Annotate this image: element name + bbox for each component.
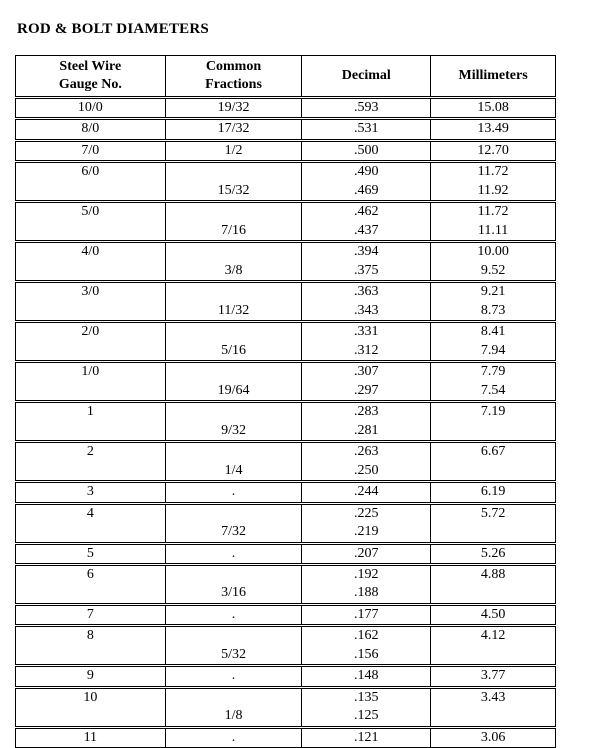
cell-millimeters-line: 9.21 xyxy=(480,284,506,300)
cell-millimeters-line xyxy=(431,584,555,602)
cell-fraction-line xyxy=(166,443,302,461)
cell-decimal-line: .263 xyxy=(354,444,379,460)
cell-decimal xyxy=(302,605,431,626)
table-row xyxy=(16,605,556,626)
table-row xyxy=(16,362,556,402)
cell-fraction xyxy=(165,162,302,202)
cell-gauge: 5/0 xyxy=(16,202,166,242)
cell-fraction-line: 5/32 xyxy=(221,646,246,662)
cell-millimeters-line: 8.73 xyxy=(480,302,506,318)
cell-decimal-line: .343 xyxy=(354,302,379,318)
cell-fraction xyxy=(165,98,302,119)
cell-decimal-line: .283 xyxy=(354,404,379,420)
cell-fraction-line: 19/32 xyxy=(217,100,250,115)
cell-millimeters-line: 8.41 xyxy=(480,324,506,340)
cell-millimeters-line: 15.08 xyxy=(477,100,509,115)
cell-fraction xyxy=(165,543,302,564)
cell-fraction xyxy=(165,242,302,282)
cell-millimeters-line: 9.52 xyxy=(480,262,506,278)
cell-millimeters-line xyxy=(431,523,555,541)
cell-gauge: 4/0 xyxy=(16,242,166,282)
cell-millimeters xyxy=(431,282,556,322)
cell-fraction-line: 17/32 xyxy=(217,121,250,137)
cell-millimeters-line: 11.72 xyxy=(477,204,509,220)
cell-gauge: 2/0 xyxy=(16,322,166,362)
cell-decimal xyxy=(302,727,431,747)
cell-decimal xyxy=(302,402,431,442)
cell-fraction-line: . xyxy=(231,545,236,561)
column-header-millimeters xyxy=(431,56,556,98)
cell-decimal-line: .207 xyxy=(354,545,379,561)
cell-decimal xyxy=(302,140,431,161)
cell-decimal-line: .148 xyxy=(354,668,379,684)
diameter-table xyxy=(15,55,556,748)
cell-decimal xyxy=(302,626,431,666)
cell-millimeters-line: 6.19 xyxy=(480,484,506,500)
cell-gauge: 3/0 xyxy=(16,282,166,322)
cell-millimeters-line: 11.11 xyxy=(477,222,509,238)
cell-gauge: 6/0 xyxy=(16,162,166,202)
header-line: Common xyxy=(205,58,262,74)
cell-fraction xyxy=(165,119,302,140)
table-row xyxy=(16,482,556,503)
header-line: Fractions xyxy=(205,77,262,92)
table-row xyxy=(16,503,556,543)
table-body xyxy=(16,98,556,748)
cell-decimal xyxy=(302,202,431,242)
cell-millimeters xyxy=(431,402,556,442)
cell-millimeters-line: 3.77 xyxy=(480,668,506,684)
cell-gauge: 1/0 xyxy=(16,362,166,402)
cell-millimeters-line: 7.54 xyxy=(480,382,506,398)
cell-decimal-line: .331 xyxy=(354,324,379,340)
cell-fraction-line: 19/64 xyxy=(217,382,250,398)
table-row xyxy=(16,565,556,605)
table-row xyxy=(16,543,556,564)
cell-millimeters xyxy=(431,666,556,687)
cell-fraction-line: 7/32 xyxy=(221,524,246,540)
table-row xyxy=(16,727,556,747)
cell-fraction-line xyxy=(166,163,302,181)
cell-millimeters-line: 11.92 xyxy=(477,182,509,198)
cell-fraction-line xyxy=(166,689,302,707)
table-row xyxy=(16,442,556,482)
cell-decimal xyxy=(302,543,431,564)
cell-fraction xyxy=(165,565,302,605)
cell-decimal-line: .219 xyxy=(354,524,379,540)
cell-decimal-line: .363 xyxy=(354,284,379,300)
cell-decimal-line: .192 xyxy=(354,567,379,583)
header-line: Steel Wire xyxy=(59,58,122,74)
column-header-gauge xyxy=(16,56,166,98)
cell-decimal-line: .244 xyxy=(354,484,379,500)
cell-fraction-line: 7/16 xyxy=(221,222,246,238)
cell-fraction-line xyxy=(166,403,302,421)
cell-fraction-line xyxy=(166,566,302,584)
cell-millimeters xyxy=(431,322,556,362)
cell-decimal-line: .125 xyxy=(354,708,379,724)
cell-fraction xyxy=(165,442,302,482)
cell-fraction-line: 3/16 xyxy=(221,585,246,601)
cell-gauge: 3 xyxy=(16,482,166,503)
cell-gauge: 7/0 xyxy=(16,140,166,161)
cell-millimeters xyxy=(431,119,556,140)
cell-fraction-line: . xyxy=(231,607,236,623)
cell-fraction xyxy=(165,140,302,161)
cell-millimeters xyxy=(431,242,556,282)
cell-millimeters xyxy=(431,140,556,161)
cell-decimal-line: .297 xyxy=(354,382,379,398)
cell-millimeters-line xyxy=(431,422,555,440)
cell-fraction xyxy=(165,727,302,747)
cell-decimal-line: .250 xyxy=(354,462,379,478)
cell-fraction-line: . xyxy=(231,668,236,684)
cell-decimal-line: .500 xyxy=(354,142,379,158)
cell-millimeters xyxy=(431,162,556,202)
cell-millimeters xyxy=(431,626,556,666)
page-title: ROD & BOLT DIAMETERS xyxy=(17,21,209,37)
cell-millimeters xyxy=(431,727,556,747)
cell-decimal-line: .121 xyxy=(354,729,379,745)
table-header-row xyxy=(16,56,556,98)
cell-decimal-line: .469 xyxy=(354,182,379,198)
cell-gauge: 11 xyxy=(16,727,166,747)
cell-millimeters-line: 4.88 xyxy=(480,567,506,583)
cell-fraction-line: 15/32 xyxy=(217,182,250,198)
cell-millimeters xyxy=(431,605,556,626)
cell-fraction-line xyxy=(166,363,302,381)
header-line: Decimal xyxy=(341,68,391,83)
cell-millimeters-line: 11.72 xyxy=(477,164,509,180)
cell-decimal xyxy=(302,98,431,119)
cell-gauge: 10/0 xyxy=(16,98,166,119)
cell-millimeters-line: 3.06 xyxy=(480,729,506,745)
cell-decimal xyxy=(302,482,431,503)
cell-decimal-line: .375 xyxy=(354,262,379,278)
cell-millimeters xyxy=(431,362,556,402)
table-row xyxy=(16,322,556,362)
cell-fraction-line: 9/32 xyxy=(221,422,246,438)
cell-decimal xyxy=(302,666,431,687)
cell-fraction-line xyxy=(166,323,302,341)
cell-millimeters-line: 4.12 xyxy=(480,628,506,644)
cell-decimal-line: .312 xyxy=(354,342,379,358)
cell-decimal xyxy=(302,242,431,282)
header-line: Gauge No. xyxy=(58,77,122,92)
cell-gauge: 9 xyxy=(16,666,166,687)
table-row xyxy=(16,242,556,282)
cell-fraction xyxy=(165,666,302,687)
cell-gauge: 10 xyxy=(16,687,166,727)
cell-millimeters xyxy=(431,98,556,119)
cell-fraction xyxy=(165,503,302,543)
cell-decimal xyxy=(302,687,431,727)
cell-millimeters xyxy=(431,687,556,727)
cell-fraction-line: 5/16 xyxy=(221,342,246,358)
cell-millimeters-line: 7.79 xyxy=(480,364,506,380)
header-line: Millimeters xyxy=(458,68,528,83)
cell-decimal-line: .490 xyxy=(354,164,379,180)
cell-fraction xyxy=(165,362,302,402)
cell-fraction xyxy=(165,322,302,362)
cell-decimal-line: .462 xyxy=(354,204,379,220)
cell-decimal-line: .162 xyxy=(354,628,379,644)
cell-gauge: 6 xyxy=(16,565,166,605)
table-row xyxy=(16,140,556,161)
cell-fraction-line xyxy=(166,627,302,645)
cell-fraction-line: 3/8 xyxy=(224,262,243,278)
table-row xyxy=(16,162,556,202)
cell-decimal xyxy=(302,162,431,202)
column-header-decimal xyxy=(302,56,431,98)
cell-millimeters-line: 12.70 xyxy=(477,142,509,158)
cell-fraction xyxy=(165,282,302,322)
cell-fraction xyxy=(165,202,302,242)
cell-fraction xyxy=(165,687,302,727)
cell-fraction xyxy=(165,626,302,666)
cell-decimal xyxy=(302,282,431,322)
table-row xyxy=(16,98,556,119)
cell-gauge: 8 xyxy=(16,626,166,666)
cell-millimeters-line: 5.26 xyxy=(480,545,506,561)
cell-millimeters xyxy=(431,202,556,242)
cell-fraction-line xyxy=(166,243,302,261)
cell-decimal xyxy=(302,119,431,140)
cell-millimeters-line xyxy=(431,646,555,664)
cell-millimeters xyxy=(431,482,556,503)
cell-millimeters-line xyxy=(431,462,555,480)
table-row xyxy=(16,282,556,322)
cell-decimal xyxy=(302,362,431,402)
cell-millimeters-line xyxy=(431,707,555,725)
cell-fraction-line: . xyxy=(231,484,236,500)
cell-fraction xyxy=(165,482,302,503)
cell-fraction xyxy=(165,605,302,626)
cell-fraction-line: 1/8 xyxy=(224,708,243,724)
cell-decimal xyxy=(302,503,431,543)
cell-decimal-line: .531 xyxy=(354,121,379,137)
cell-fraction xyxy=(165,402,302,442)
cell-fraction-line xyxy=(166,505,302,523)
cell-millimeters xyxy=(431,565,556,605)
cell-fraction-line: 1/4 xyxy=(224,462,243,478)
cell-millimeters xyxy=(431,503,556,543)
cell-gauge: 2 xyxy=(16,442,166,482)
cell-decimal-line: .225 xyxy=(354,505,379,521)
cell-millimeters-line: 13.49 xyxy=(477,121,509,137)
cell-gauge: 8/0 xyxy=(16,119,166,140)
cell-decimal-line: .394 xyxy=(354,244,379,260)
cell-gauge: 7 xyxy=(16,605,166,626)
cell-millimeters-line: 7.19 xyxy=(480,404,506,420)
cell-fraction-line xyxy=(166,203,302,221)
cell-millimeters-line: 3.43 xyxy=(480,689,506,705)
column-header-fractions xyxy=(165,56,302,98)
cell-decimal xyxy=(302,565,431,605)
cell-gauge: 4 xyxy=(16,503,166,543)
cell-millimeters xyxy=(431,442,556,482)
cell-millimeters-line: 7.94 xyxy=(480,342,506,358)
cell-fraction-line: 1/2 xyxy=(224,142,243,158)
cell-gauge: 5 xyxy=(16,543,166,564)
table-row xyxy=(16,402,556,442)
table-row xyxy=(16,666,556,687)
table-row xyxy=(16,626,556,666)
table-row xyxy=(16,119,556,140)
cell-decimal-line: .177 xyxy=(354,607,379,623)
cell-fraction-line: . xyxy=(231,729,236,745)
cell-decimal-line: .281 xyxy=(354,422,379,438)
table-row xyxy=(16,202,556,242)
cell-millimeters xyxy=(431,543,556,564)
cell-millimeters-line: 10.00 xyxy=(477,244,509,260)
cell-decimal-line: .188 xyxy=(354,585,379,601)
cell-decimal xyxy=(302,322,431,362)
cell-decimal-line: .437 xyxy=(354,222,379,238)
cell-decimal-line: .156 xyxy=(354,646,379,662)
cell-decimal-line: .593 xyxy=(354,100,379,115)
cell-gauge: 1 xyxy=(16,402,166,442)
cell-millimeters-line: 5.72 xyxy=(480,505,506,521)
cell-millimeters-line: 4.50 xyxy=(480,607,506,623)
cell-decimal xyxy=(302,442,431,482)
cell-fraction-line: 11/32 xyxy=(217,302,250,318)
cell-decimal-line: .307 xyxy=(354,364,379,380)
cell-decimal-line: .135 xyxy=(354,689,379,705)
cell-millimeters-line: 6.67 xyxy=(480,444,506,460)
table-row xyxy=(16,687,556,727)
cell-fraction-line xyxy=(166,283,302,301)
